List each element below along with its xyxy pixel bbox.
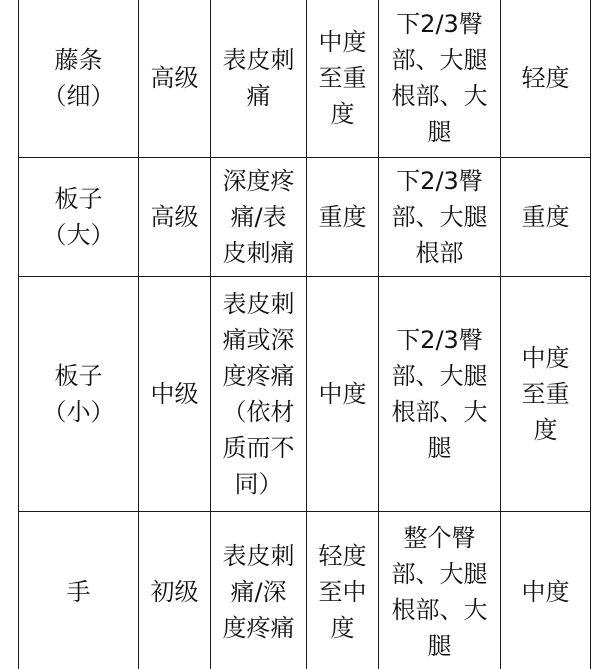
cell-line: 质而不: [222, 434, 295, 462]
table-row: [19, 158, 591, 277]
cell-line: 根部、大: [391, 398, 488, 426]
cell-pain: [211, 158, 307, 277]
cell-line: 中度: [521, 578, 570, 606]
cell-line: 痛/深: [230, 578, 287, 606]
cell-line: （细）: [42, 82, 115, 110]
cell-tool: [19, 158, 139, 277]
cell-line: 轻度: [521, 64, 570, 92]
cell-line: 根部、大: [391, 596, 488, 624]
cell-mark: [501, 277, 591, 512]
cell-line: （小）: [42, 398, 115, 426]
cell-line: 板子: [54, 185, 103, 213]
cell-area: [379, 0, 501, 158]
cell-level: [139, 158, 211, 277]
cell-line: 高级: [150, 64, 199, 92]
cell-mark: [501, 512, 591, 669]
cell-line: 深度疼: [222, 167, 295, 195]
cell-line: 部、大腿: [391, 560, 488, 588]
cell-line: 部、大腿: [391, 46, 488, 74]
comparison-table: [18, 0, 591, 669]
cell-line: 中度: [318, 28, 367, 56]
cell-line: 至中: [318, 578, 367, 606]
cell-intensity: [307, 512, 379, 669]
cell-tool: [19, 0, 139, 158]
cell-line: 同）: [234, 470, 283, 498]
cell-line: 表皮刺: [222, 542, 295, 570]
cell-line: （依材: [222, 398, 295, 426]
cell-line: 痛/表: [230, 203, 287, 231]
cell-pain: [211, 277, 307, 512]
cell-level: [139, 0, 211, 158]
cell-line: 腿: [427, 434, 452, 462]
cell-line: 度疼痛: [222, 614, 295, 642]
cell-line: 中度: [521, 344, 570, 372]
cell-intensity: [307, 0, 379, 158]
cell-line: 重度: [521, 203, 570, 231]
cell-line: 下2/3臀: [396, 10, 483, 38]
cell-line: 部、大腿: [391, 362, 488, 390]
cell-line: 痛或深: [222, 326, 295, 354]
cell-line: （大）: [42, 221, 115, 249]
cell-line: 部、大腿: [391, 203, 488, 231]
cell-area: [379, 512, 501, 669]
cell-tool: [19, 277, 139, 512]
cell-line: 皮刺痛: [222, 239, 295, 267]
cell-line: 痛: [246, 82, 271, 110]
cell-line: 手: [66, 578, 91, 606]
cell-tool: [19, 512, 139, 669]
cell-line: 度疼痛: [222, 362, 295, 390]
cell-line: 腿: [427, 118, 452, 146]
table-row: [19, 0, 591, 158]
cell-line: 表皮刺: [222, 46, 295, 74]
cell-level: [139, 512, 211, 669]
cell-line: 度: [330, 100, 355, 128]
cell-line: 藤条: [54, 46, 103, 74]
table-row: [19, 512, 591, 669]
cell-line: 度: [330, 614, 355, 642]
cell-line: 根部: [415, 239, 464, 267]
cell-line: 下2/3臀: [396, 167, 483, 195]
cell-line: 中度: [318, 380, 367, 408]
cell-line: 度: [533, 416, 558, 444]
cell-intensity: [307, 277, 379, 512]
cell-line: 表皮刺: [222, 290, 295, 318]
cell-line: 板子: [54, 362, 103, 390]
cell-line: 轻度: [318, 542, 367, 570]
cell-line: 初级: [150, 578, 199, 606]
cell-line: 中级: [150, 380, 199, 408]
cell-pain: [211, 512, 307, 669]
cell-line: 高级: [150, 203, 199, 231]
cell-mark: [501, 158, 591, 277]
cell-level: [139, 277, 211, 512]
cell-line: 至重: [521, 380, 570, 408]
cell-mark: [501, 0, 591, 158]
cell-area: [379, 277, 501, 512]
cell-line: 下2/3臀: [396, 326, 483, 354]
cell-line: 整个臀: [403, 524, 476, 552]
cell-area: [379, 158, 501, 277]
cell-line: 至重: [318, 64, 367, 92]
cell-line: 重度: [318, 203, 367, 231]
cell-pain: [211, 0, 307, 158]
cell-line: 根部、大: [391, 82, 488, 110]
cell-intensity: [307, 158, 379, 277]
cell-line: 腿: [427, 632, 452, 660]
table-row: [19, 277, 591, 512]
